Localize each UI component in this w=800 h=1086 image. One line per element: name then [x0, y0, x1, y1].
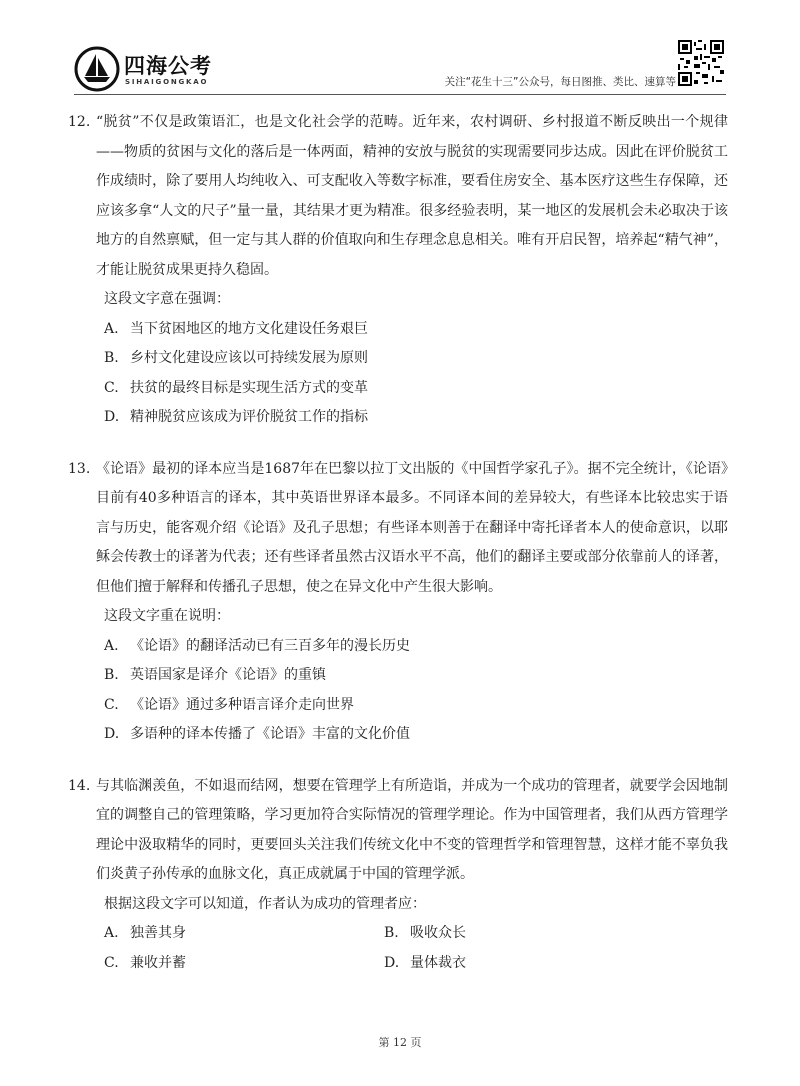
question-text: [68, 772, 728, 890]
header-tagline: 关注“花生十三”公众号，每日图推、类比、速算等: [444, 76, 676, 88]
question-text: [68, 455, 728, 603]
option-letter: D.: [104, 409, 120, 425]
page-number: 第 12 页: [378, 1036, 422, 1049]
option-text: 《论语》的翻译活动已有三百多年的漫长历史: [130, 637, 410, 654]
option-d[interactable]: [384, 949, 664, 979]
option-d[interactable]: [68, 403, 728, 433]
question-13: [68, 455, 728, 750]
option-c[interactable]: [104, 949, 384, 979]
question-passage: “脱贫”不仅是政策语汇，也是文化社会学的范畴。近年来，农村调研、乡村报道不断反映出一个规律——物质的贫困与文化的落后是一体两面，精神的安放与脱贫的实现需要同步达成。因此在评价脱贫工作成绩时，除了要用人均纯收入、可支配收入等数字标准，要看住房安全、基本医疗这些生存保障，还应该多拿“人文的尺子”量一量，其结果才更为精准。很多经验表明，某一地区的发展机会未必取决于该地方的自然禀赋，但一定与其人群的价值取向和生存理念息息相关。唯有开启民智，培养起“精气神”，才能让脱贫成果更持久稳固。: [96, 114, 728, 278]
question-text: [68, 108, 728, 285]
question-number: 13.: [68, 460, 91, 477]
option-text: 精神脱贫应该成为评价脱贫工作的指标: [130, 409, 368, 425]
option-letter: B.: [104, 667, 119, 683]
option-letter: C.: [104, 954, 119, 971]
option-text: 英语国家是译介《论语》的重镇: [130, 667, 326, 683]
option-text: 当下贫困地区的地方文化建设任务艰巨: [130, 320, 368, 337]
question-prompt: 根据这段文字可以知道，作者认为成功的管理者应：: [104, 895, 426, 912]
option-letter: A.: [104, 320, 119, 337]
qr-code-icon: [678, 40, 724, 86]
option-c[interactable]: [68, 374, 728, 404]
question-prompt: 这段文字意在强调：: [104, 291, 230, 307]
option-letter: B.: [384, 925, 399, 941]
question-12: [68, 108, 728, 433]
option-text: 多语种的译本传播了《论语》丰富的文化价值: [130, 726, 410, 742]
question-passage: 与其临渊羡鱼，不如退而结网，想要在管理学上有所造诣，并成为一个成功的管理者，就要学会因地制宜的调整自己的管理策略，学习更加符合实际情况的管理学理论。作为中国管理者，我们从西方管理学理论中汲取精华的同时，更要回头关注我们传统文化中不变的管理哲学和管理智慧，这样才能不辜负我们炎黄子孙传承的血脉文化，真正成就属于中国的管理学派。: [96, 777, 728, 882]
sailboat-logo-icon: [74, 46, 120, 92]
question-14: [68, 772, 728, 979]
option-d[interactable]: [68, 720, 728, 750]
option-letter: A.: [104, 925, 119, 941]
question-passage: 《论语》最初的译本应当是1687年在巴黎以拉丁文出版的《中国哲学家孔子》。据不完全统计，《论语》目前有40多种语言的译本，其中英语世界译本最多。不同译本间的差异较大，有些译本比较忠实于语言与历史，能客观介绍《论语》及孔子思想；有些译本则善于在翻译中寄托译者本人的使命意识，以耶稣会传教士的译著为代表；还有些译者虽然古汉语水平不高，他们的翻译主要或部分依靠前人的译著，但他们擅于解释和传播孔子思想，使之在异文化中产生很大影响。: [96, 460, 728, 595]
option-text: 兼收并蓄: [130, 954, 186, 971]
option-text: 吸收众长: [410, 925, 466, 941]
option-b[interactable]: [68, 661, 728, 691]
question-number: 14.: [68, 777, 91, 794]
question-prompt: 这段文字重在说明：: [104, 608, 230, 624]
option-a[interactable]: [104, 919, 384, 949]
option-a[interactable]: [68, 315, 728, 345]
page-header: [0, 0, 800, 100]
option-letter: A.: [104, 637, 119, 654]
option-text: 《论语》通过多种语言译介走向世界: [130, 696, 354, 713]
option-letter: C.: [104, 696, 119, 713]
option-letter: C.: [104, 379, 119, 396]
option-grid: [68, 919, 728, 978]
option-b[interactable]: [384, 919, 664, 949]
logo-title: 四海公考: [124, 54, 212, 78]
option-letter: D.: [104, 726, 120, 742]
option-letter: D.: [384, 954, 400, 971]
option-letter: B.: [104, 350, 119, 366]
option-c[interactable]: [68, 691, 728, 721]
question-list: [68, 108, 728, 1000]
option-text: 扶贫的最终目标是实现生活方式的变革: [130, 379, 368, 396]
question-number: 12.: [68, 114, 91, 130]
logo: [74, 46, 254, 94]
logo-subtitle: SIHAIGONGKAO: [125, 78, 209, 86]
option-a[interactable]: [68, 632, 728, 662]
option-text: 乡村文化建设应该以可持续发展为原则: [130, 350, 368, 366]
option-text: 量体裁衣: [410, 954, 466, 971]
header-divider: [74, 94, 726, 95]
option-text: 独善其身: [130, 925, 186, 941]
option-b[interactable]: [68, 344, 728, 374]
